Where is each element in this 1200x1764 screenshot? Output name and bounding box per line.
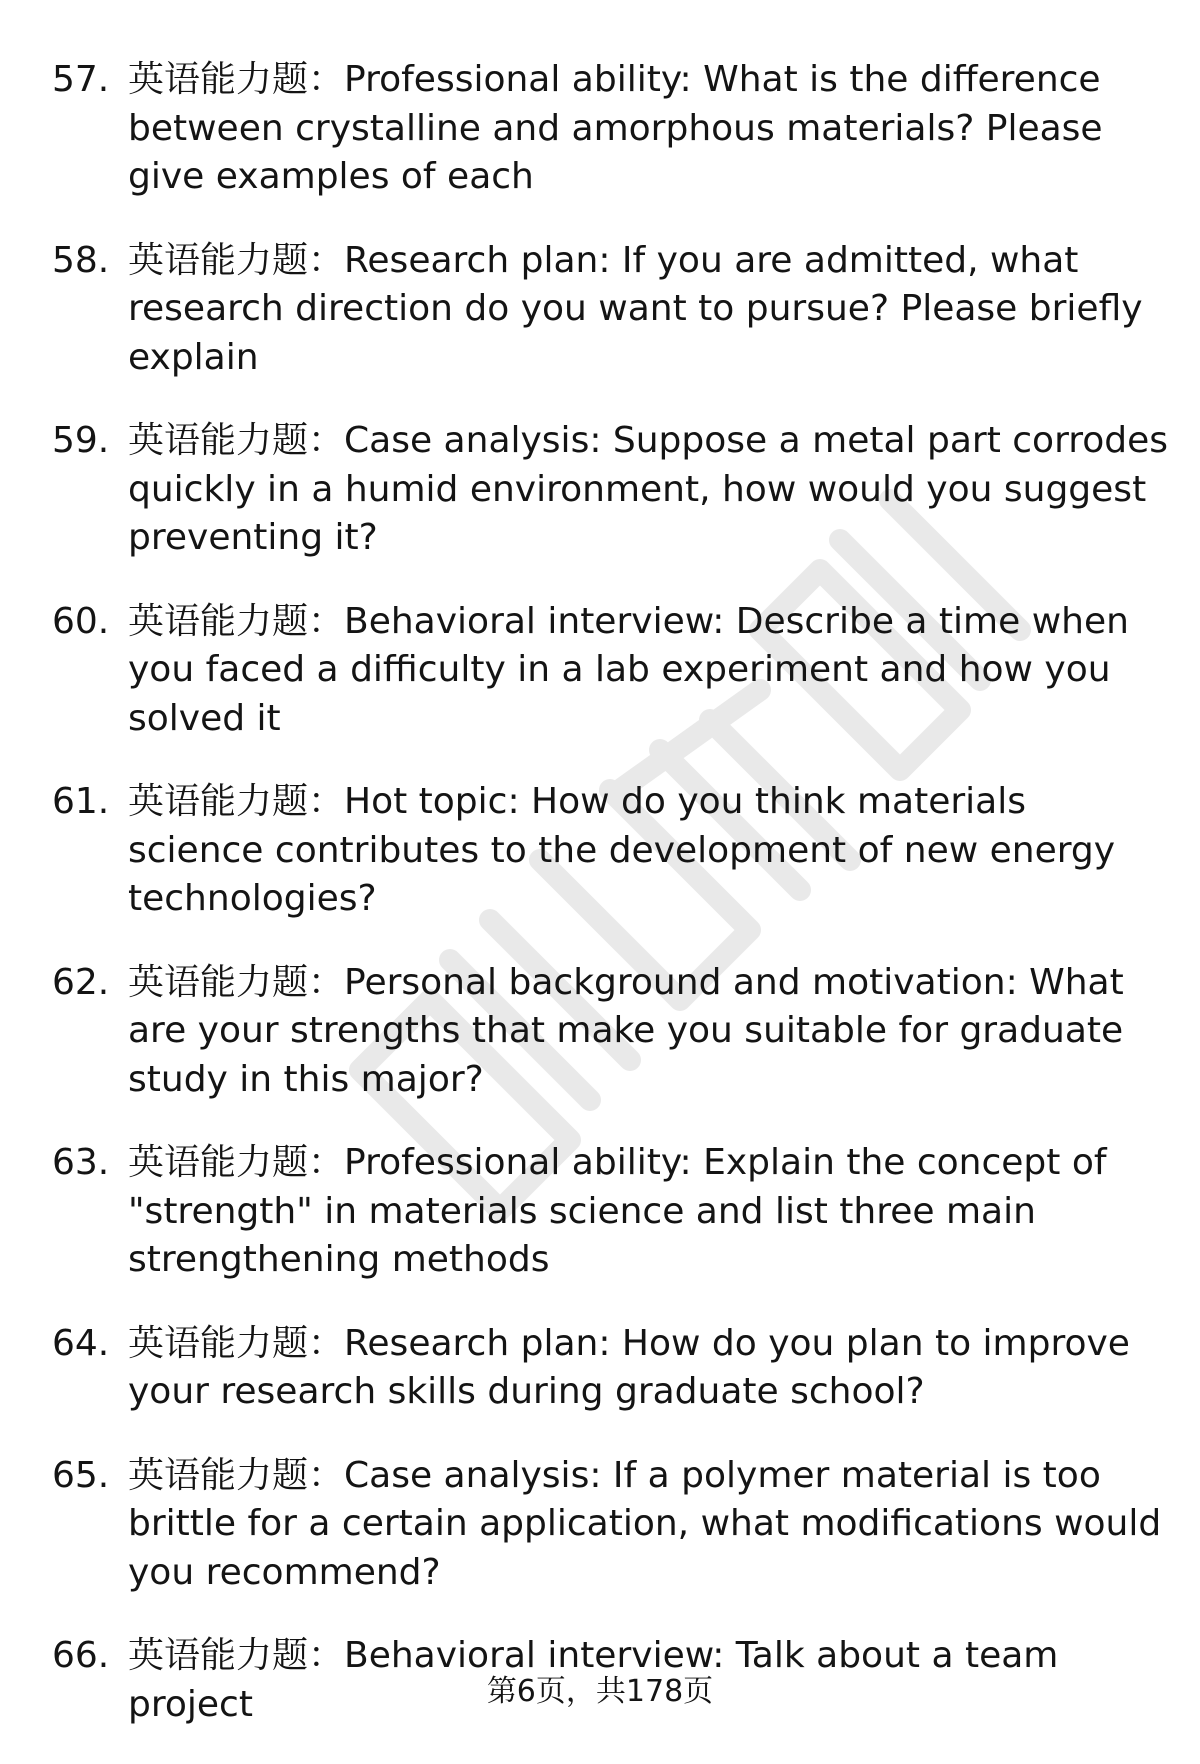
question-number: 64. [52, 1322, 110, 1364]
question-text: Personal background and motivation: What are your strengths that make you suitable for graduate study in this major? [128, 961, 1124, 1100]
page-indicator: 第6页，共178页 [486, 1674, 714, 1709]
question-text: Research plan: How do you plan to improve your research skills during graduate school? [128, 1322, 1130, 1412]
question-number: 65. [52, 1454, 110, 1496]
question-item [0, 598, 1200, 744]
question-number: 61. [52, 781, 110, 822]
question-number: 59. [52, 420, 110, 461]
question-category: 英语能力题： [128, 961, 345, 1003]
question-category: 英语能力题： [128, 1322, 345, 1364]
question-category: 英语能力题： [128, 59, 345, 100]
question-list [0, 56, 1200, 1764]
question-item [0, 1139, 1200, 1285]
question-number: 62. [52, 961, 110, 1003]
question-text: Hot topic: How do you think materials science contributes to the development of new energy technologies? [128, 781, 1116, 919]
question-item [0, 56, 1200, 202]
question-number: 57. [52, 59, 110, 100]
question-number: 60. [52, 600, 110, 642]
question-category: 英语能力题： [128, 1635, 345, 1676]
question-item [0, 778, 1200, 924]
question-text: Research plan: If you are admitted, what research direction do you want to pursue? Please briefly explain [128, 239, 1143, 378]
question-category: 英语能力题： [128, 600, 345, 642]
page-footer [0, 1672, 1200, 1712]
question-number: 58. [52, 239, 110, 281]
question-item [0, 237, 1200, 383]
question-item [0, 959, 1200, 1105]
question-number: 63. [52, 1142, 110, 1183]
question-text: Behavioral interview: Talk about a team project [128, 1635, 1059, 1725]
question-category: 英语能力题： [128, 1142, 345, 1183]
question-item [0, 1452, 1200, 1598]
question-text: Professional ability: Explain the concept of "strength" in materials science and list three main strengthening methods [128, 1142, 1107, 1280]
question-category: 英语能力题： [128, 420, 345, 461]
question-text: Behavioral interview: Describe a time when you faced a difficulty in a lab experiment and how you solved it [128, 600, 1129, 739]
question-text: Professional ability: What is the difference between crystalline and amorphous materials? Please give examples of each [128, 59, 1103, 197]
question-number: 66. [52, 1635, 110, 1676]
question-category: 英语能力题： [128, 239, 345, 281]
question-text: Case analysis: If a polymer material is too brittle for a certain application, what modifications would you recommend? [128, 1454, 1162, 1593]
question-category: 英语能力题： [128, 1454, 345, 1496]
question-item [0, 1320, 1200, 1417]
question-text: Case analysis: Suppose a metal part corrodes quickly in a humid environment, how would you suggest preventing it? [128, 420, 1169, 558]
question-category: 英语能力题： [128, 781, 345, 822]
question-item [0, 417, 1200, 563]
